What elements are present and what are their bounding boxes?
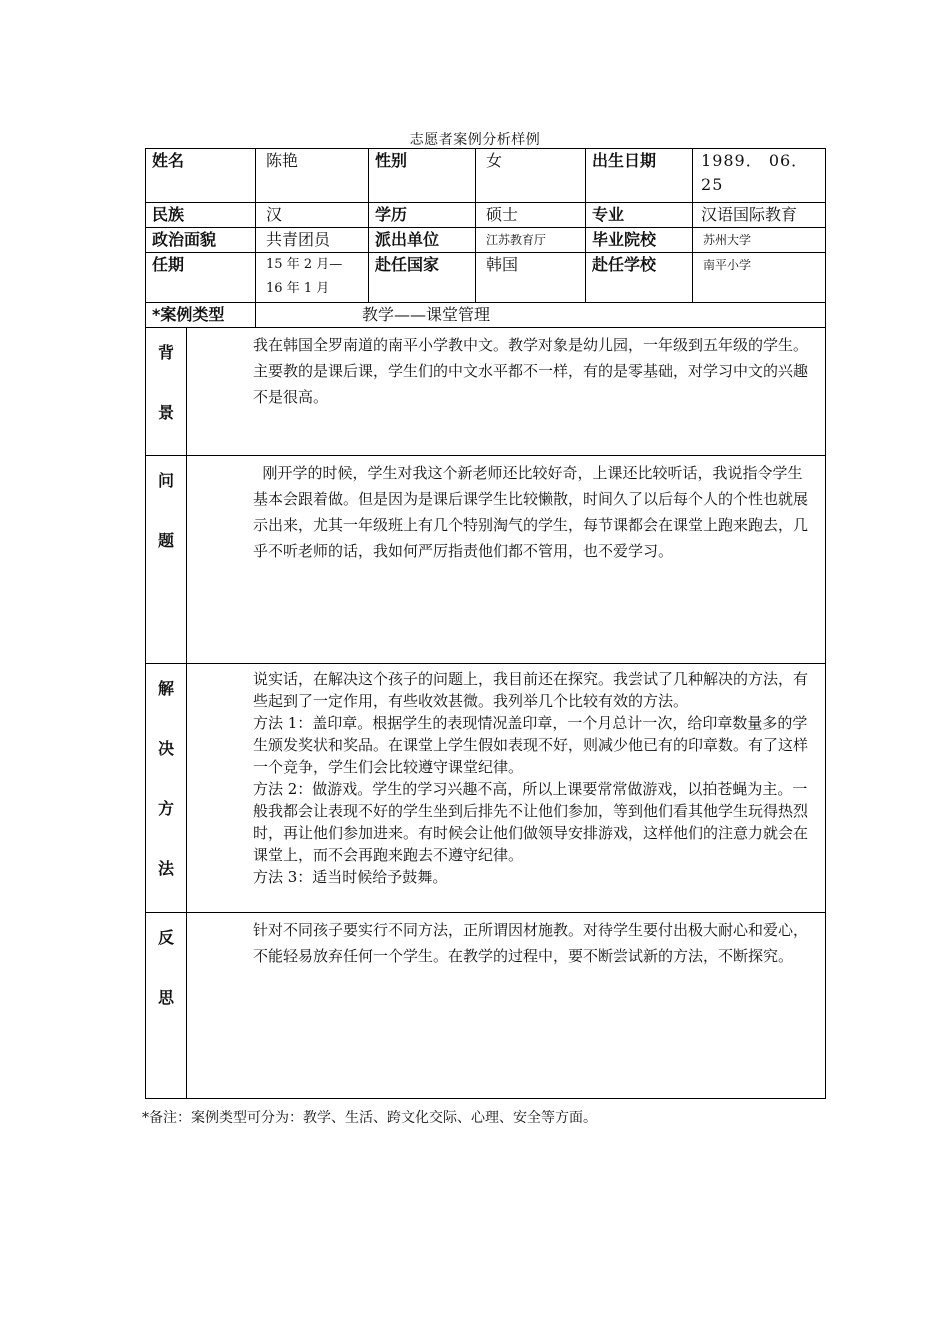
birth-date-value: 1989． 06． 25	[693, 149, 826, 203]
graduate-school-value: 苏州大学	[693, 228, 826, 253]
host-country-label: 赴任国家	[369, 253, 476, 303]
dispatch-unit-value: 江苏教育厅	[476, 228, 586, 253]
background-label-char: 背	[157, 343, 174, 362]
info-row-2	[146, 203, 826, 228]
major-label: 专业	[586, 203, 693, 228]
solution-paragraph: 方法 1：盖印章。根据学生的表现情况盖印章，一个月总计一次，给印章数量多的学生颁发奖状和奖品。在课堂上学生假如表现不好，则减少他已有的印章数。有了这样一个竞争，学生们会比较遵守课堂纪律。	[253, 714, 809, 776]
reflection-label-char: 思	[157, 988, 174, 1007]
political-status-label: 政治面貌	[146, 228, 256, 253]
solution-label-char: 决	[157, 739, 174, 758]
problem-label-char: 题	[157, 531, 174, 550]
reflection-row	[146, 913, 826, 1099]
solution-paragraph: 方法 3：适当时候给予鼓舞。	[253, 868, 448, 886]
gender-label: 性别	[369, 149, 476, 203]
info-row-3	[146, 228, 826, 253]
tenure-value: 15 年 2 月— 16 年 1 月	[256, 253, 369, 303]
solution-row	[146, 664, 826, 913]
background-content	[187, 328, 826, 456]
gender-value: 女	[476, 149, 586, 203]
background-row	[146, 328, 826, 456]
host-school-label: 赴任学校	[586, 253, 693, 303]
graduate-school-label: 毕业院校	[586, 228, 693, 253]
education-value: 硕士	[476, 203, 586, 228]
info-row-4	[146, 253, 826, 303]
problem-row	[146, 456, 826, 664]
ethnicity-value: 汉	[256, 203, 369, 228]
host-country-value: 韩国	[476, 253, 586, 303]
ethnicity-label: 民族	[146, 203, 256, 228]
case-type-label: *案例类型	[146, 303, 256, 328]
political-status-value: 共青团员	[256, 228, 369, 253]
problem-label	[146, 456, 187, 664]
problem-label-char: 问	[157, 471, 174, 490]
case-type-value: 教学——课堂管理	[362, 305, 491, 324]
solution-paragraph: 方法 2：做游戏。学生的学习兴趣不高，所以上课要常常做游戏，以拍苍蝇为主。一般我都会让表现不好的学生坐到后排先不让他们参加，等到他们看其他学生玩得热烈时，再让他们参加进来。有时候会让他们做领导安排游戏，这样他们的注意力就会在课堂上，而不会再跑来跑去不遵守纪律。	[253, 780, 809, 864]
solution-label-char: 法	[157, 859, 174, 878]
footnote: *备注：案例类型可分为：教学、生活、跨文化交际、心理、安全等方面。	[142, 1110, 597, 1126]
solution-label-char: 解	[157, 679, 174, 698]
solution-content	[187, 664, 826, 913]
name-label: 姓名	[146, 149, 256, 203]
education-label: 学历	[369, 203, 476, 228]
birth-date-label: 出生日期	[586, 149, 693, 203]
reflection-label-char: 反	[157, 928, 174, 947]
background-label	[146, 328, 187, 456]
tenure-label: 任期	[146, 253, 256, 303]
major-value: 汉语国际教育	[693, 203, 826, 228]
dispatch-unit-label: 派出单位	[369, 228, 476, 253]
document-title: 志愿者案例分析样例	[409, 132, 541, 148]
background-paragraph: 我在韩国全罗南道的南平小学教中文。教学对象是幼儿园，一年级到五年级的学生。主要教的是课后课，学生们的中文水平都不一样，有的是零基础，对学习中文的兴趣不是很高。	[253, 336, 809, 406]
reflection-label	[146, 913, 187, 1099]
solution-label	[146, 664, 187, 913]
solution-label-char: 方	[157, 799, 174, 818]
solution-paragraph: 说实话，在解决这个孩子的问题上，我目前还在探究。我尝试了几种解决的方法，有些起到了一定作用，有些收效甚微。我列举几个比较有效的方法。	[253, 670, 809, 710]
case-analysis-form	[145, 148, 826, 1099]
problem-paragraph: 刚开学的时候，学生对我这个新老师还比较好奇，上课还比较听话，我说指令学生基本会跟着做。但是因为是课后课学生比较懒散，时间久了以后每个人的个性也就展示出来，尤其一年级班上有几个特别淘气的学生，每节课都会在课堂上跑来跑去，几乎不听老师的话，我如何严厉指责他们都不管用，也不爱学习。	[253, 464, 809, 560]
reflection-paragraph: 针对不同孩子要实行不同方法，正所谓因材施教。对待学生要付出极大耐心和爱心，不能轻易放弃任何一个学生。在教学的过程中，要不断尝试新的方法，不断探究。	[253, 921, 809, 965]
case-type-row	[146, 303, 826, 328]
reflection-content	[187, 913, 826, 1099]
problem-content	[187, 456, 826, 664]
host-school-value: 南平小学	[693, 253, 826, 303]
name-value: 陈艳	[256, 149, 369, 203]
info-row-1	[146, 149, 826, 203]
background-label-char: 景	[157, 403, 174, 422]
